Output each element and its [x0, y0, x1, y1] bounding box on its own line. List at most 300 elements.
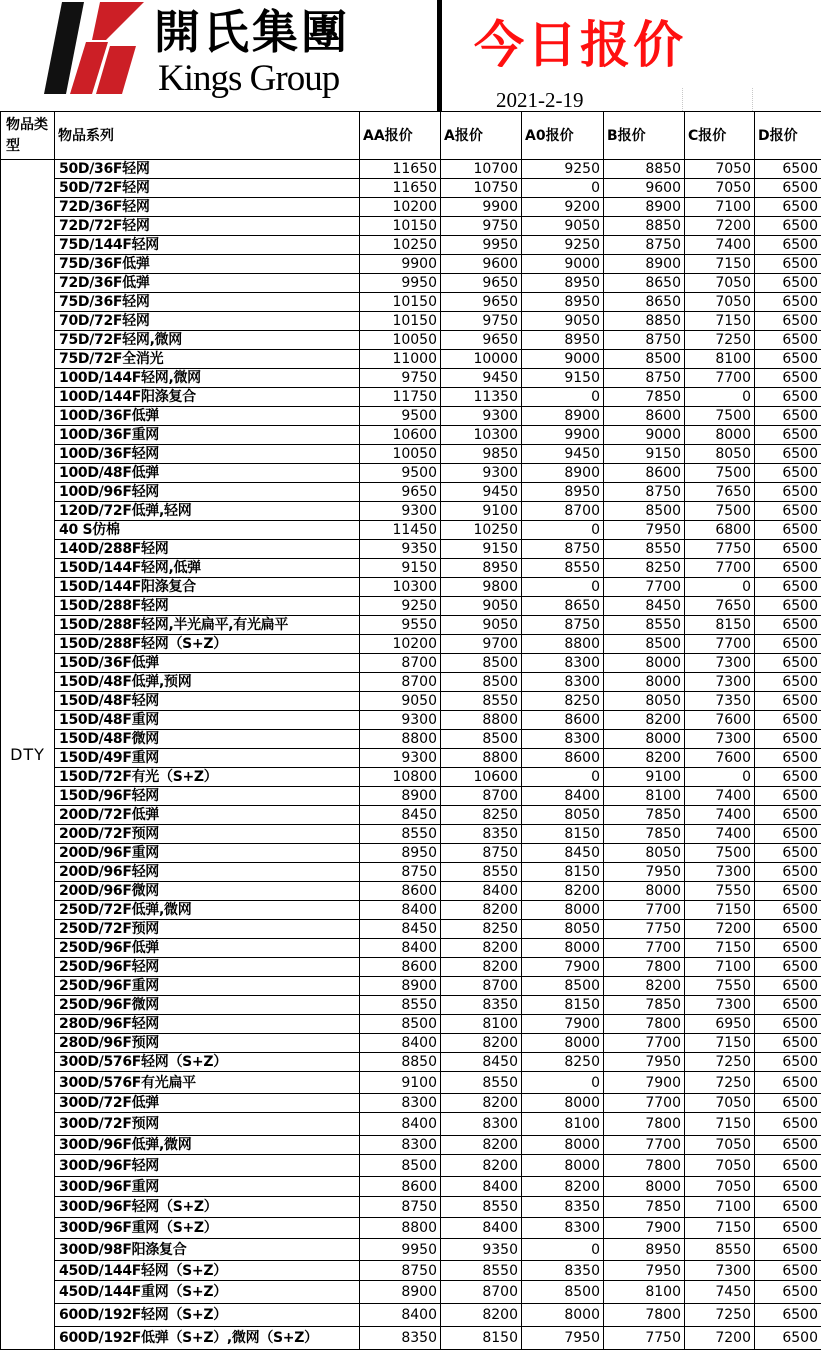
product-series-cell: 250D/72F低弹,微网 — [55, 901, 360, 920]
table-row — [1, 1304, 821, 1327]
price-cell: 7700 — [604, 1034, 685, 1053]
price-cell: 7300 — [685, 1261, 755, 1281]
table-row — [1, 749, 821, 768]
price-cell: 8500 — [604, 502, 685, 521]
product-series-cell: 150D/144F阳涤复合 — [55, 578, 360, 597]
price-cell: 6500 — [755, 996, 821, 1015]
price-cell: 6500 — [755, 160, 821, 179]
price-cell: 10250 — [441, 521, 522, 540]
price-cell: 8650 — [604, 293, 685, 312]
price-cell: 8000 — [522, 1304, 604, 1327]
product-series-cell: 300D/576F有光扁平 — [55, 1072, 360, 1094]
price-cell: 11350 — [441, 388, 522, 407]
price-cell: 8000 — [604, 730, 685, 749]
price-cell: 8450 — [441, 1053, 522, 1072]
price-cell: 8050 — [522, 920, 604, 939]
price-cell: 8750 — [522, 540, 604, 559]
price-cell: 8000 — [522, 1155, 604, 1177]
price-cell: 8200 — [604, 977, 685, 996]
product-series-cell: 250D/96F微网 — [55, 996, 360, 1015]
price-cell: 8750 — [604, 331, 685, 350]
price-cell: 8200 — [441, 1155, 522, 1177]
price-cell: 7050 — [685, 1094, 755, 1113]
price-cell: 8750 — [604, 483, 685, 502]
price-cell: 8200 — [604, 749, 685, 768]
price-cell: 9950 — [441, 236, 522, 255]
table-row — [1, 635, 821, 654]
price-cell: 6500 — [755, 1239, 821, 1261]
table-row — [1, 179, 821, 198]
price-cell: 8250 — [522, 1053, 604, 1072]
table-row — [1, 578, 821, 597]
price-cell: 9200 — [522, 198, 604, 217]
column-header: C报价 — [685, 112, 755, 160]
table-row — [1, 1072, 821, 1094]
price-cell: 6500 — [755, 350, 821, 369]
price-cell: 8950 — [522, 331, 604, 350]
price-cell: 8000 — [604, 654, 685, 673]
price-cell: 9150 — [360, 559, 441, 578]
price-cell: 11000 — [360, 350, 441, 369]
table-row — [1, 597, 821, 616]
price-cell: 7050 — [685, 179, 755, 198]
price-cell: 7550 — [685, 882, 755, 901]
header-divider — [437, 0, 442, 111]
price-cell: 7300 — [685, 996, 755, 1015]
price-cell: 9100 — [441, 502, 522, 521]
price-cell: 7850 — [604, 1197, 685, 1218]
price-cell: 6500 — [755, 844, 821, 863]
price-cell: 8250 — [441, 806, 522, 825]
column-header: AA报价 — [360, 112, 441, 160]
price-cell: 9150 — [522, 369, 604, 388]
table-row — [1, 768, 821, 787]
price-cell: 9050 — [360, 692, 441, 711]
price-cell: 9050 — [522, 312, 604, 331]
table-row — [1, 1155, 821, 1177]
price-cell: 7050 — [685, 274, 755, 293]
price-cell: 7900 — [522, 958, 604, 977]
price-cell: 7800 — [604, 1155, 685, 1177]
table-row — [1, 502, 821, 521]
price-cell: 9100 — [360, 1072, 441, 1094]
price-cell: 7950 — [522, 1327, 604, 1350]
price-cell: 8900 — [360, 787, 441, 806]
price-cell: 9300 — [360, 502, 441, 521]
price-cell: 10150 — [360, 217, 441, 236]
price-cell: 7600 — [685, 711, 755, 730]
price-cell: 8200 — [441, 1094, 522, 1113]
product-series-cell: 280D/96F预网 — [55, 1034, 360, 1053]
price-cell: 6500 — [755, 426, 821, 445]
price-cell: 11650 — [360, 160, 441, 179]
price-cell: 8300 — [522, 1218, 604, 1239]
price-cell: 8050 — [604, 844, 685, 863]
price-cell: 6500 — [755, 407, 821, 426]
price-cell: 9350 — [441, 1239, 522, 1261]
price-cell: 7800 — [604, 1015, 685, 1034]
price-cell: 10150 — [360, 312, 441, 331]
table-row — [1, 654, 821, 673]
table-row — [1, 730, 821, 749]
table-row — [1, 1113, 821, 1136]
price-cell: 8600 — [360, 1177, 441, 1197]
table-row — [1, 350, 821, 369]
table-row — [1, 673, 821, 692]
price-cell: 8900 — [360, 977, 441, 996]
price-cell: 8550 — [685, 1239, 755, 1261]
price-cell: 6500 — [755, 1094, 821, 1113]
price-cell: 7100 — [685, 958, 755, 977]
price-cell: 6500 — [755, 293, 821, 312]
product-series-cell: 100D/36F低弹 — [55, 407, 360, 426]
price-cell: 8700 — [441, 977, 522, 996]
price-cell: 7150 — [685, 312, 755, 331]
price-cell: 8950 — [522, 274, 604, 293]
price-cell: 7250 — [685, 1072, 755, 1094]
price-cell: 8350 — [441, 996, 522, 1015]
price-cell: 7400 — [685, 825, 755, 844]
product-series-cell: 300D/96F重网 — [55, 1177, 360, 1197]
price-cell: 7700 — [604, 901, 685, 920]
price-cell: 7050 — [685, 1155, 755, 1177]
price-cell: 7250 — [685, 1053, 755, 1072]
price-cell: 8400 — [360, 1113, 441, 1136]
price-cell: 9100 — [604, 768, 685, 787]
price-cell: 7950 — [604, 521, 685, 540]
product-series-cell: 250D/96F低弹 — [55, 939, 360, 958]
price-cell: 8550 — [441, 863, 522, 882]
price-cell: 8550 — [360, 825, 441, 844]
price-cell: 6500 — [755, 597, 821, 616]
price-cell: 8200 — [604, 711, 685, 730]
price-cell: 9350 — [360, 540, 441, 559]
table-row — [1, 521, 821, 540]
price-cell: 8850 — [604, 217, 685, 236]
price-cell: 7200 — [685, 217, 755, 236]
price-cell: 9750 — [360, 369, 441, 388]
product-series-cell: 150D/48F重网 — [55, 711, 360, 730]
price-cell: 6500 — [755, 1197, 821, 1218]
price-cell: 7150 — [685, 1113, 755, 1136]
table-row — [1, 863, 821, 882]
price-cell: 7900 — [604, 1218, 685, 1239]
table-row — [1, 1239, 821, 1261]
price-cell: 7700 — [604, 939, 685, 958]
product-series-cell: 75D/36F轻网 — [55, 293, 360, 312]
price-cell: 7950 — [604, 1261, 685, 1281]
product-series-cell: 140D/288F轻网 — [55, 540, 360, 559]
table-row — [1, 1053, 821, 1072]
price-cell: 6500 — [755, 1304, 821, 1327]
price-cell: 9650 — [441, 293, 522, 312]
price-cell: 6500 — [755, 483, 821, 502]
table-row — [1, 787, 821, 806]
price-cell: 9450 — [441, 483, 522, 502]
product-series-cell: 600D/192F低弹（S+Z）,微网（S+Z） — [55, 1327, 360, 1350]
price-cell: 7150 — [685, 255, 755, 274]
price-cell: 9300 — [360, 749, 441, 768]
price-cell: 8700 — [360, 673, 441, 692]
price-cell: 10600 — [360, 426, 441, 445]
table-row — [1, 901, 821, 920]
price-cell: 6500 — [755, 578, 821, 597]
price-cell: 8450 — [522, 844, 604, 863]
price-cell: 9950 — [360, 1239, 441, 1261]
table-row — [1, 445, 821, 464]
price-cell: 8950 — [522, 483, 604, 502]
price-cell: 9750 — [441, 217, 522, 236]
price-cell: 6500 — [755, 1072, 821, 1094]
price-cell: 6500 — [755, 977, 821, 996]
table-row — [1, 1136, 821, 1155]
price-cell: 10200 — [360, 198, 441, 217]
price-cell: 7300 — [685, 654, 755, 673]
price-cell: 9000 — [604, 426, 685, 445]
price-cell: 7100 — [685, 1197, 755, 1218]
price-cell: 9500 — [360, 407, 441, 426]
product-series-cell: 200D/96F轻网 — [55, 863, 360, 882]
column-header: A0报价 — [522, 112, 604, 160]
price-cell: 10050 — [360, 445, 441, 464]
price-cell: 8550 — [522, 559, 604, 578]
price-cell: 6500 — [755, 1177, 821, 1197]
price-cell: 7400 — [685, 806, 755, 825]
price-cell: 9600 — [441, 255, 522, 274]
column-header: D报价 — [755, 112, 821, 160]
price-cell: 7300 — [685, 673, 755, 692]
price-cell: 8950 — [360, 844, 441, 863]
price-cell: 0 — [522, 388, 604, 407]
price-cell: 8100 — [685, 350, 755, 369]
price-cell: 8350 — [360, 1327, 441, 1350]
price-cell: 8600 — [360, 958, 441, 977]
price-cell: 6500 — [755, 787, 821, 806]
price-cell: 8750 — [604, 236, 685, 255]
price-cell: 8650 — [522, 597, 604, 616]
price-cell: 8500 — [604, 350, 685, 369]
price-cell: 8300 — [522, 730, 604, 749]
price-cell: 8000 — [604, 673, 685, 692]
product-series-cell: 150D/72F有光（S+Z） — [55, 768, 360, 787]
price-cell: 8550 — [604, 540, 685, 559]
product-series-cell: 150D/48F低弹,预网 — [55, 673, 360, 692]
price-cell: 10300 — [441, 426, 522, 445]
product-series-cell: 40 S仿棉 — [55, 521, 360, 540]
price-cell: 8500 — [441, 654, 522, 673]
price-cell: 7850 — [604, 388, 685, 407]
logo-chinese-text: 開氏集團 — [154, 5, 350, 59]
price-cell: 7850 — [604, 825, 685, 844]
price-cell: 10700 — [441, 160, 522, 179]
price-cell: 8300 — [360, 1094, 441, 1113]
price-cell: 7850 — [604, 996, 685, 1015]
price-cell: 7600 — [685, 749, 755, 768]
price-cell: 0 — [685, 578, 755, 597]
price-cell: 8400 — [360, 901, 441, 920]
price-cell: 8200 — [441, 1304, 522, 1327]
table-row — [1, 217, 821, 236]
table-row — [1, 160, 821, 179]
price-cell: 10300 — [360, 578, 441, 597]
table-row — [1, 293, 821, 312]
price-cell: 7800 — [604, 1304, 685, 1327]
price-table — [0, 111, 821, 1350]
price-cell: 8000 — [522, 1094, 604, 1113]
price-cell: 10800 — [360, 768, 441, 787]
price-cell: 6500 — [755, 464, 821, 483]
product-series-cell: 150D/36F低弹 — [55, 654, 360, 673]
price-cell: 7700 — [604, 578, 685, 597]
price-cell: 8550 — [441, 1197, 522, 1218]
price-cell: 8850 — [604, 160, 685, 179]
price-cell: 8800 — [360, 1218, 441, 1239]
product-series-cell: 150D/288F轻网（S+Z） — [55, 635, 360, 654]
product-series-cell: 150D/96F轻网 — [55, 787, 360, 806]
price-cell: 7300 — [685, 730, 755, 749]
price-cell: 8200 — [441, 901, 522, 920]
price-cell: 8000 — [604, 1177, 685, 1197]
price-cell: 6500 — [755, 692, 821, 711]
price-cell: 8450 — [360, 920, 441, 939]
price-cell: 6500 — [755, 388, 821, 407]
price-cell: 6500 — [755, 1015, 821, 1034]
price-cell: 8250 — [441, 920, 522, 939]
product-series-cell: 72D/36F低弹 — [55, 274, 360, 293]
price-cell: 9050 — [441, 597, 522, 616]
price-cell: 8750 — [360, 1261, 441, 1281]
price-cell: 6500 — [755, 939, 821, 958]
price-cell: 8350 — [522, 1197, 604, 1218]
price-cell: 7750 — [604, 920, 685, 939]
product-series-cell: 250D/72F预网 — [55, 920, 360, 939]
column-header: A报价 — [441, 112, 522, 160]
price-cell: 8400 — [441, 882, 522, 901]
price-cell: 6500 — [755, 730, 821, 749]
product-series-cell: 75D/72F全消光 — [55, 350, 360, 369]
price-cell: 8200 — [522, 1177, 604, 1197]
report-header — [0, 0, 821, 111]
price-cell: 7200 — [685, 1327, 755, 1350]
price-cell: 6500 — [755, 1136, 821, 1155]
table-row — [1, 1197, 821, 1218]
price-cell: 8250 — [604, 559, 685, 578]
price-cell: 7250 — [685, 1304, 755, 1327]
price-cell: 7700 — [685, 369, 755, 388]
price-cell: 9300 — [441, 464, 522, 483]
price-cell: 9500 — [360, 464, 441, 483]
price-cell: 6500 — [755, 217, 821, 236]
product-series-cell: 75D/72F轻网,微网 — [55, 331, 360, 350]
price-cell: 10600 — [441, 768, 522, 787]
price-cell: 8800 — [441, 711, 522, 730]
price-cell: 8500 — [522, 977, 604, 996]
table-row — [1, 958, 821, 977]
price-cell: 0 — [685, 768, 755, 787]
product-series-cell: 70D/72F轻网 — [55, 312, 360, 331]
price-cell: 7150 — [685, 939, 755, 958]
table-row — [1, 1218, 821, 1239]
price-cell: 10000 — [441, 350, 522, 369]
price-cell: 8550 — [441, 692, 522, 711]
price-cell: 10750 — [441, 179, 522, 198]
price-cell: 9850 — [441, 445, 522, 464]
price-cell: 8500 — [360, 1015, 441, 1034]
price-cell: 7850 — [604, 806, 685, 825]
price-cell: 8100 — [522, 1113, 604, 1136]
price-cell: 8200 — [441, 939, 522, 958]
price-cell: 6500 — [755, 1261, 821, 1281]
price-cell: 7500 — [685, 464, 755, 483]
price-cell: 9300 — [360, 711, 441, 730]
price-cell: 8000 — [685, 426, 755, 445]
price-cell: 8300 — [360, 1136, 441, 1155]
price-cell: 7450 — [685, 1281, 755, 1304]
price-cell: 0 — [522, 1072, 604, 1094]
price-cell: 10200 — [360, 635, 441, 654]
table-row — [1, 1261, 821, 1281]
price-cell: 6500 — [755, 1281, 821, 1304]
price-cell: 7650 — [685, 597, 755, 616]
page-title: 今日报价 — [474, 16, 686, 74]
table-row — [1, 692, 821, 711]
price-cell: 9900 — [360, 255, 441, 274]
grid-line — [682, 88, 683, 111]
price-cell: 7800 — [604, 958, 685, 977]
product-series-cell: 200D/72F预网 — [55, 825, 360, 844]
price-cell: 8600 — [522, 711, 604, 730]
price-cell: 8550 — [360, 996, 441, 1015]
price-cell: 8050 — [522, 806, 604, 825]
price-cell: 10150 — [360, 293, 441, 312]
product-series-cell: 300D/98F阳涤复合 — [55, 1239, 360, 1261]
product-series-cell: 200D/72F低弹 — [55, 806, 360, 825]
price-cell: 8000 — [522, 1034, 604, 1053]
price-cell: 0 — [522, 768, 604, 787]
price-cell: 8950 — [522, 293, 604, 312]
product-series-cell: 300D/72F预网 — [55, 1113, 360, 1136]
price-cell: 8350 — [522, 1261, 604, 1281]
price-cell: 8900 — [522, 407, 604, 426]
price-cell: 6500 — [755, 179, 821, 198]
table-row — [1, 1015, 821, 1034]
price-cell: 8150 — [522, 863, 604, 882]
price-cell: 8400 — [360, 1304, 441, 1327]
table-row — [1, 1327, 821, 1350]
price-cell: 8750 — [360, 1197, 441, 1218]
price-cell: 8550 — [441, 1261, 522, 1281]
price-cell: 8450 — [604, 597, 685, 616]
product-series-cell: 150D/288F轻网 — [55, 597, 360, 616]
price-cell: 7700 — [685, 559, 755, 578]
product-series-cell: 250D/96F重网 — [55, 977, 360, 996]
price-cell: 6500 — [755, 1113, 821, 1136]
price-cell: 10050 — [360, 331, 441, 350]
price-cell: 8150 — [441, 1327, 522, 1350]
price-cell: 7950 — [604, 1053, 685, 1072]
price-cell: 9650 — [441, 331, 522, 350]
price-cell: 7350 — [685, 692, 755, 711]
price-cell: 7500 — [685, 407, 755, 426]
price-cell: 8300 — [522, 673, 604, 692]
table-row — [1, 274, 821, 293]
table-row — [1, 1034, 821, 1053]
product-series-cell: 600D/192F轻网（S+Z） — [55, 1304, 360, 1327]
price-cell: 8200 — [441, 1136, 522, 1155]
price-cell: 6500 — [755, 521, 821, 540]
price-cell: 9250 — [522, 236, 604, 255]
table-row — [1, 882, 821, 901]
